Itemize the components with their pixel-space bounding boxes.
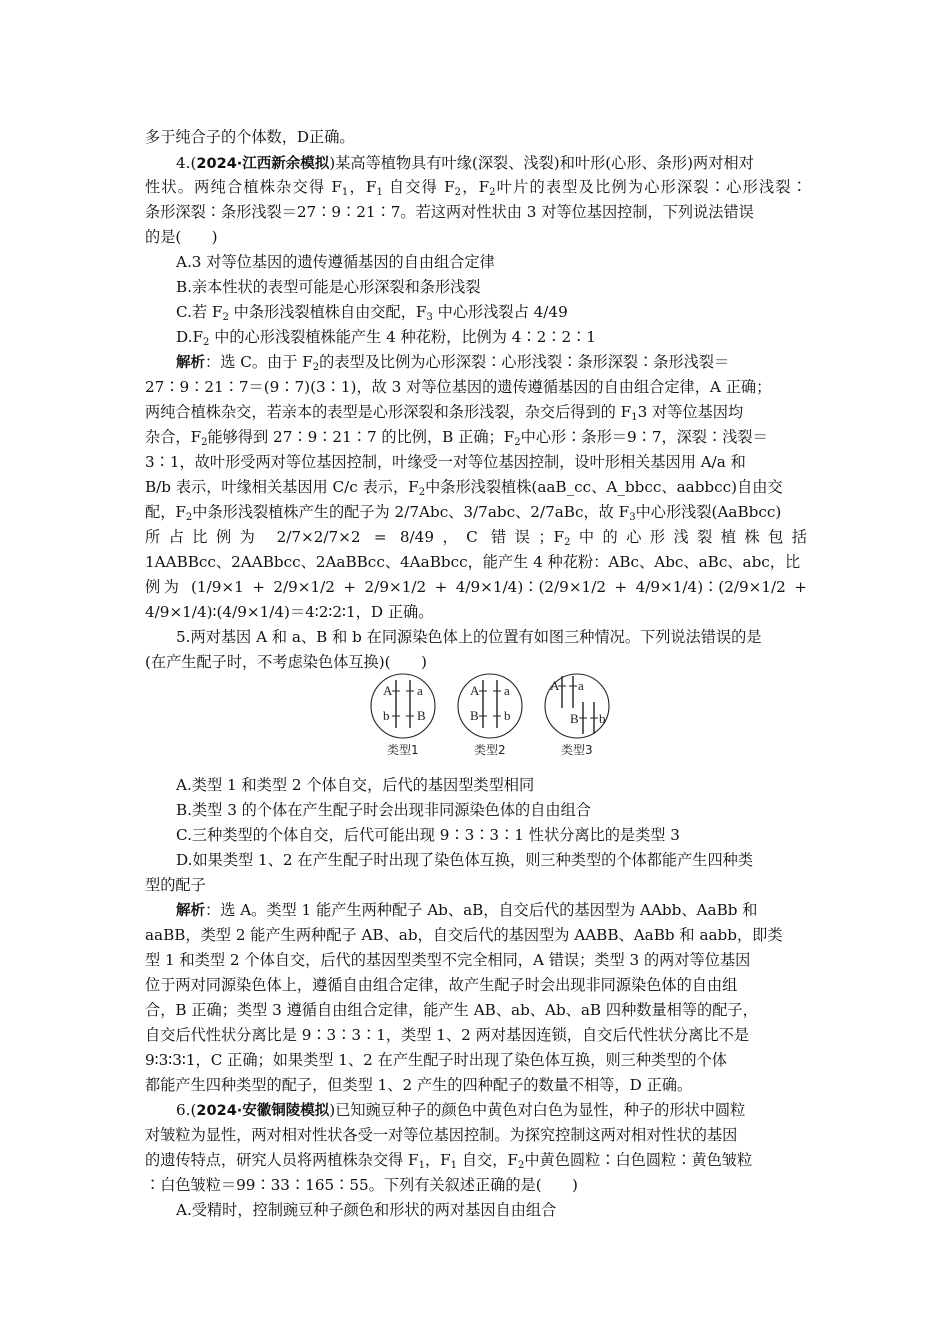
analysis-4-line: 1AABBcc、2AABbcc、2AaBBcc、4AaBbcc，能产生 4 种花粉：ABc、Abc、aBc、abc，比 xyxy=(145,553,801,571)
analysis-5-line: aaBB，类型 2 能产生两种配子 AB、ab，自交后代的基因型为 AABB、AaBb 和 aabb，即类 xyxy=(145,926,783,944)
analysis-4-line: B/b 表示，叶缘相关基因用 C/c 表示，$F_2$中条形浅裂植株(aaB_cc、A_bbcc、aabbcc)自由交 xyxy=(145,478,783,498)
allele-label: B xyxy=(570,711,579,726)
analysis-4-line: 杂合，$F_2$能够得到 27∶9∶21∶7 的比例，B 正确；$F_2$中心形∶条形＝9∶7，深裂∶浅裂＝ xyxy=(145,428,768,448)
question-5-stem: (在产生配子时，不考虑染色体互换)( ) xyxy=(145,653,427,671)
question-6-option-a: A.受精时，控制豌豆种子颜色和形状的两对基因自由组合 xyxy=(176,1201,557,1219)
text-line: 条形深裂∶条形浅裂＝27∶9∶21∶7。若这两对性状由 3 对等位基因控制，下列说法错误 xyxy=(145,203,754,221)
allele-label: b xyxy=(504,708,511,723)
text-line: 多于纯合子的个体数，D正确。 xyxy=(145,128,355,146)
type3-caption: 类型3 xyxy=(561,743,593,757)
analysis-4-line: 例为 (1/9×1 + 2/9×1/2 + 2/9×1/2 + 4/9×1/4)∶(2/9×1/2 + 4/9×1/4)∶(2/9×1/2 + xyxy=(145,578,807,596)
question-4-option-d: $D.F_2$ 中的心形浅裂植株能产生 4 种花粉，比例为 4∶2∶2∶1 xyxy=(176,328,596,348)
text-line: 的是( ) xyxy=(145,228,218,246)
question-4-stem: 4.(2024·江西新余模拟)某高等植物具有叶缘(深裂、浅裂)和叶形(心形、条形)两对相对 xyxy=(176,154,754,172)
question-6-stem: 6.(2024·安徽铜陵模拟)已知豌豆种子的颜色中黄色对白色为显性，种子的形状中圆粒 xyxy=(176,1101,746,1119)
question-5-option-c: C.三种类型的个体自交，后代可能出现 9∶3∶3∶1 性状分离比的是类型 3 xyxy=(176,826,680,844)
analysis-5-line: 解析：选 A。类型 1 能产生两种配子 Ab、aB，自交后代的基因型为 AAbb、AaBb 和 xyxy=(176,901,758,919)
analysis-4-line: 3∶1，故叶形受两对等位基因控制，叶缘受一对等位基因控制，设叶形相关基因用 A/a 和 xyxy=(145,453,746,471)
chromosome-figure xyxy=(365,672,615,762)
type3-diagram xyxy=(545,674,609,757)
question-6-stem: 对皱粒为显性，两对相对性状各受一对等位基因控制。为探究控制这两对相对性状的基因 xyxy=(145,1126,738,1144)
analysis-5-line: 都能产生四种类型的配子，但类型 1、2 产生的四种配子的数量不相等，D 正确。 xyxy=(145,1076,693,1094)
question-5-option-b: B.类型 3 的个体在产生配子时会出现非同源染色体的自由组合 xyxy=(176,801,591,819)
allele-label: B xyxy=(470,708,479,723)
analysis-4-line: 27∶9∶21∶7＝(9∶7)(3∶1)，故 3 对等位基因的遗传遵循基因的自由组合定律，A 正确； xyxy=(145,378,772,396)
type2-diagram xyxy=(458,674,522,757)
allele-label: a xyxy=(578,678,584,693)
question-5-stem: 5.两对基因 A 和 a、B 和 b 在同源染色体上的位置有如图三种情况。下列说法错误的是 xyxy=(176,628,762,646)
question-5-option-d: 型的配子 xyxy=(145,876,206,894)
allele-label: A xyxy=(383,683,393,698)
analysis-4-line: 两纯合植株杂交，若亲本的表型是心形深裂和条形浅裂，杂交后得到的 $F_13$ 对等位基因均 xyxy=(145,403,744,423)
allele-label: b xyxy=(383,708,390,723)
analysis-4-line: 解析：选 C。由于 $F_2$的表型及比例为心形深裂∶心形浅裂∶条形深裂∶条形浅裂＝ xyxy=(176,353,730,373)
analysis-5-line: 型 1 和类型 2 个体自交，后代的基因型类型不完全相同，A 错误；类型 3 的两对等位基因 xyxy=(145,951,751,969)
analysis-5-line: 合，B 正确；类型 3 遵循自由组合定律，能产生 AB、ab、Ab、aB 四种数量相等的配子， xyxy=(145,1001,758,1019)
allele-label: B xyxy=(417,708,426,723)
analysis-label: 解析 xyxy=(176,903,205,919)
allele-label: b xyxy=(599,711,606,726)
analysis-5-line: 9∶3∶3∶1，C 正确；如果类型 1、2 在产生配子时出现了染色体互换，则三种类型的个体 xyxy=(145,1051,727,1069)
analysis-4-line: 配，$F_2$中条形浅裂植株产生的配子为 2/7Abc、3/7abc、2/7aBc，故 $F_3$中心形浅裂(AaBbcc) xyxy=(145,503,782,523)
analysis-5-line: 自交后代性状分离比是 9∶3∶3∶1，类型 1、2 两对基因连锁，自交后代性状分离比不是 xyxy=(145,1026,750,1044)
type2-caption: 类型2 xyxy=(474,743,506,757)
type1-caption: 类型1 xyxy=(387,743,419,757)
text-line: 性状。两纯合植株杂交得 $F_1$，$F_1$ 自交得 $F_2$，$F_2$叶片的表型及比例为心形深裂∶心形浅裂∶ xyxy=(145,178,807,198)
question-5-option-d: D.如果类型 1、2 在产生配子时出现了染色体互换，则三种类型的个体都能产生四种类 xyxy=(176,851,754,869)
question-source: 2024·江西新余模拟 xyxy=(196,156,330,172)
allele-label: a xyxy=(504,683,510,698)
analysis-4-line: 所占比例为 2/7×2/7×2 = 8/49，C 错误；$F_2$中的心形浅裂植株包括 xyxy=(145,528,807,548)
question-4-option-b: B.亲本性状的表型可能是心形深裂和条形浅裂 xyxy=(176,278,481,296)
question-6-stem: ∶白色皱粒＝99∶33∶165∶55。下列有关叙述正确的是( ) xyxy=(145,1176,578,1194)
question-4-option-c: C.若 $F_2$ 中条形浅裂植株自由交配，$F_3$ 中心形浅裂占 4/49 xyxy=(176,303,568,323)
analysis-4-line: 4/9×1/4)∶(4/9×1/4)＝4∶2∶2∶1，D 正确。 xyxy=(145,603,434,621)
question-4-option-a: A.3 对等位基因的遗传遵循基因的自由组合定律 xyxy=(176,253,495,271)
question-6-stem: 的遗传特点，研究人员将两植株杂交得 $F_1$，$F_1$ 自交，$F_2$中黄色圆粒∶白色圆粒∶黄色皱粒 xyxy=(145,1151,753,1171)
question-source: 2024·安徽铜陵模拟 xyxy=(196,1103,330,1119)
question-5-option-a: A.类型 1 和类型 2 个体自交，后代的基因型类型相同 xyxy=(176,776,535,794)
analysis-5-line: 位于两对同源染色体上，遵循自由组合定律，故产生配子时会出现非同源染色体的自由组 xyxy=(145,976,738,994)
type1-diagram xyxy=(371,674,435,757)
allele-label: A xyxy=(470,683,480,698)
analysis-label: 解析 xyxy=(176,355,205,371)
allele-label: a xyxy=(417,683,423,698)
allele-label: A xyxy=(550,678,560,693)
